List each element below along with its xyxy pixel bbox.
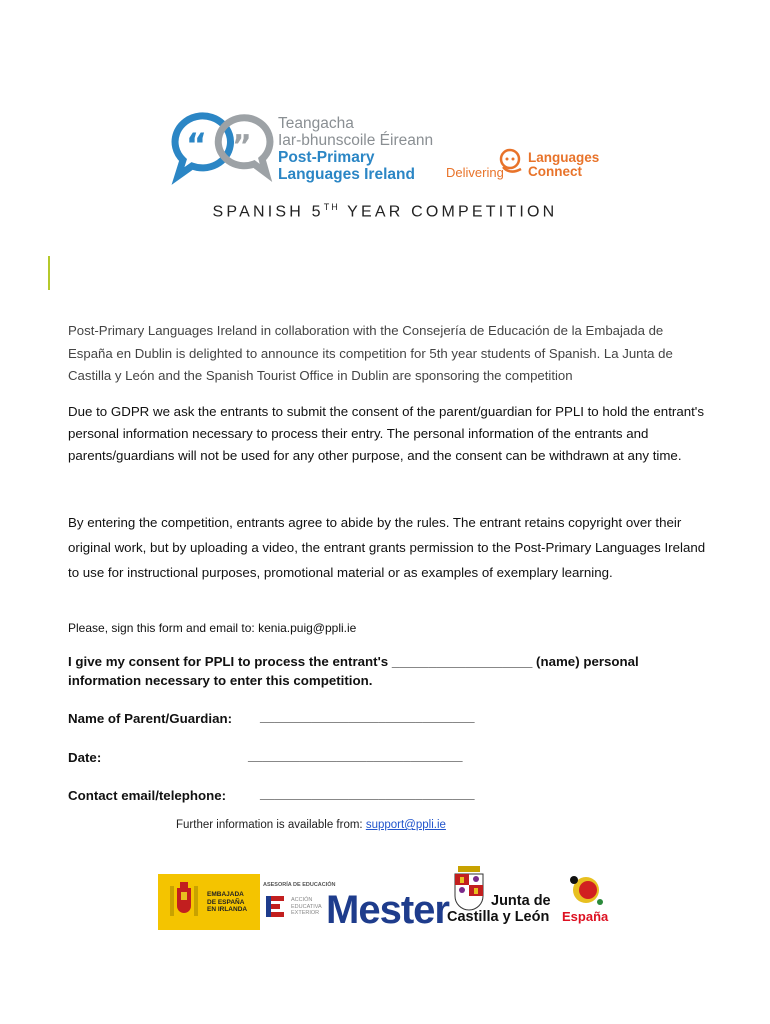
ppli-line-1: Teangacha: [278, 115, 354, 132]
rules-paragraph: By entering the competition, entrants agree to abide by the rules. The entrant retains copyright over their original work, but by uploading a video, the entrant grants permission to the Post-Primary Languages Ireland to use for instructional purposes, promotional material or as examples of exemplary learning.: [68, 515, 706, 580]
ppli-line-4: Languages Ireland: [278, 166, 415, 183]
intro-paragraph: Post-Primary Languages Ireland in collaboration with the Consejería de Educación de la Embajada de España en Dublin is delighted to announce its competition for 5th year students of Spanish. La Junta de Castilla y León and the Spanish Tourist Office in Dublin are sponsoring the competition: [68, 323, 673, 383]
page-title: [0, 202, 770, 221]
lc-delivering-text: Delivering: [446, 165, 504, 180]
title-rest: YEAR COMPETITION: [339, 203, 558, 221]
espana-wordmark: España: [562, 909, 609, 924]
further-info: [176, 819, 446, 831]
lc-logo-text: [528, 151, 599, 179]
further-info-text: Further information is available from:: [176, 819, 366, 831]
embajada-text: [207, 891, 247, 914]
asesoria-heading: ASESORÍA DE EDUCACIÓN: [263, 882, 336, 888]
junta-castilla-leon-text: [447, 893, 551, 925]
consent-statement[interactable]: I give my consent for PPLI to process the entrant's ___________________ (name) personal information necessary to enter this competition.: [68, 654, 639, 688]
svg-text:“: “: [186, 126, 208, 164]
mester-logo: Mester: [326, 888, 449, 932]
espana-sun-logo-icon: [562, 874, 606, 910]
castilla-leon-shield-icon: [452, 862, 486, 912]
email-instruction: Please, sign this form and email to: kenia.puig@ppli.ie: [68, 621, 357, 635]
parent-name-field[interactable]: _____________________________: [260, 709, 475, 724]
ppli-line-3: Post-Primary: [278, 149, 375, 166]
title-main: SPANISH 5: [212, 203, 324, 221]
embajada-line-3: EN IRLANDA: [207, 906, 248, 913]
ae-line-1: ACCIÓN: [291, 897, 313, 903]
lc-line-1: Languages: [528, 150, 600, 165]
contact-label: Contact email/telephone:: [68, 788, 227, 803]
date-field[interactable]: _____________________________: [248, 748, 463, 763]
embajada-line-2: DE ESPAÑA: [207, 898, 245, 906]
embajada-line-1: EMBAJADA: [207, 891, 244, 898]
svg-text:”: ”: [232, 129, 252, 164]
lc-line-2: Connect: [528, 164, 582, 179]
gdpr-paragraph: Due to GDPR we ask the entrants to submit the consent of the parent/guardian for PPLI to hold the entrant's personal information necessary to process their entry. The personal information of the entrants and parents/guardians will not be used for any other purpose, and the consent can be withdrawn at any time.: [68, 404, 704, 463]
date-label: Date:: [68, 750, 102, 765]
parent-name-label: Name of Parent/Guardian:: [68, 711, 233, 726]
ppli-logo-text: [278, 115, 433, 183]
accion-educativa-icon: [264, 894, 288, 920]
text-cursor-bar: [48, 256, 50, 290]
jcyl-line-1: Junta de: [491, 893, 551, 909]
ppli-line-2: Iar-bhunscoile Éireann: [278, 132, 434, 149]
accion-educativa-text: [291, 897, 322, 917]
title-sup: TH: [323, 202, 340, 212]
ae-line-3: EXTERIOR: [291, 910, 320, 916]
ae-line-2: EDUCATIVA: [291, 903, 322, 910]
support-email-link[interactable]: support@ppli.ie: [365, 819, 446, 831]
spain-coat-of-arms-icon: [166, 880, 202, 924]
contact-field[interactable]: _____________________________: [260, 786, 475, 801]
languages-connect-icon: [497, 147, 527, 177]
jcyl-line-2: Castilla y León: [447, 909, 550, 925]
